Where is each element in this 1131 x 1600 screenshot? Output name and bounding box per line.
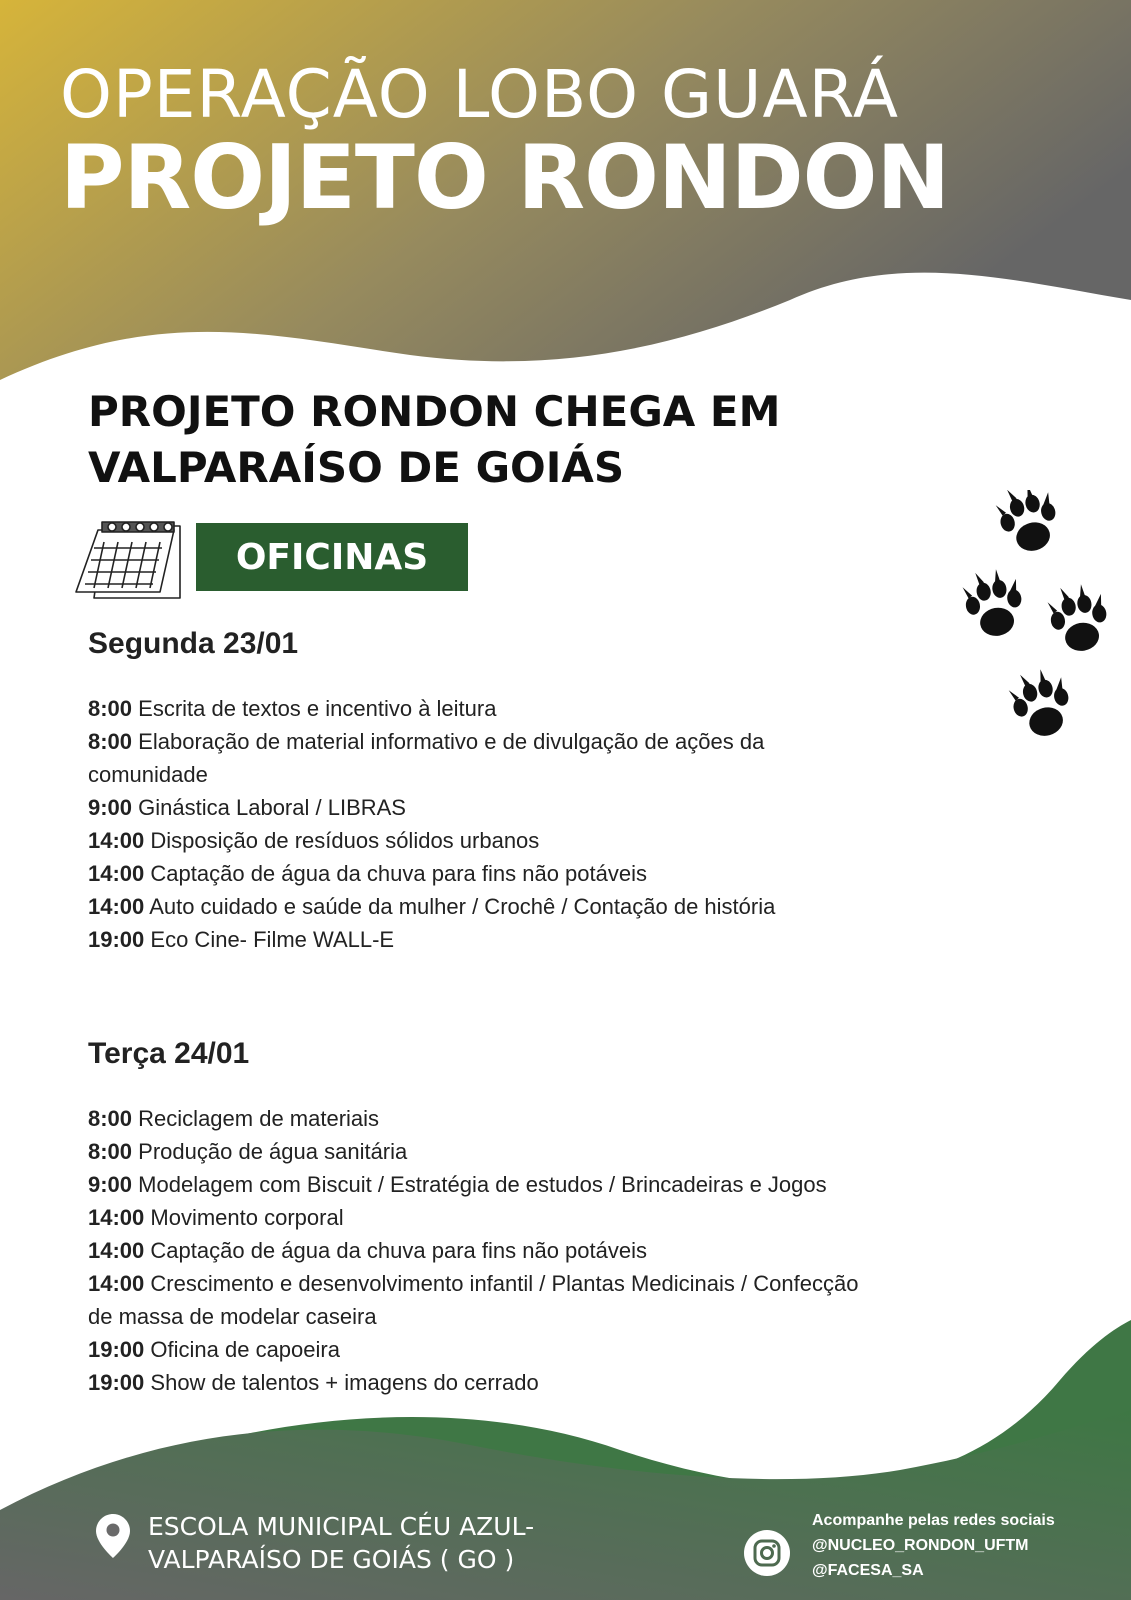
address [148,1510,668,1576]
event-item [88,791,868,824]
event-description: Modelagem com Biscuit / Estratégia de estudos / Brincadeiras e Jogos [138,1172,827,1197]
event-description: Reciclagem de materiais [138,1106,380,1131]
workshops-badge-label: OFICINAS [235,536,429,578]
event-item [88,1168,868,1201]
event-time: 8:00 [88,696,133,721]
event-description: Captação de água da chuva para fins não potáveis [150,861,647,886]
event-time: 19:00 [88,1337,145,1362]
address-line2: VALPARAÍSO DE GOIÁS ( GO ) [148,1545,515,1574]
event-item [88,692,868,725]
event-description: Ginástica Laboral / LIBRAS [138,795,406,820]
event-description: Movimento corporal [150,1205,344,1230]
event-description: Show de talentos + imagens do cerrado [150,1370,539,1395]
event-item [88,1102,868,1135]
event-description: Escrita de textos e incentivo à leitura [138,696,497,721]
event-time: 14:00 [88,1205,145,1230]
event-description: Elaboração de material informativo e de divulgação de ações da comunidade [88,729,765,787]
event-time: 14:00 [88,894,145,919]
event-time: 14:00 [88,1238,145,1263]
address-line1: ESCOLA MUNICIPAL CÉU AZUL- [148,1512,535,1541]
social-title: Acompanhe pelas redes sociais [812,1512,1055,1529]
event-item [88,1234,868,1267]
event-time: 14:00 [88,828,145,853]
social-handle: @NUCLEO_RONDON_UFTM [812,1537,1029,1554]
event-item [88,857,868,890]
paw-print-icon [993,490,1064,557]
title-operation: OPERAÇÃO LOBO GUARÁ [60,56,899,133]
event-time: 8:00 [88,1139,133,1164]
title-project: PROJETO RONDON [60,126,950,229]
event-description: Disposição de resíduos sólidos urbanos [150,828,540,853]
event-item [88,824,868,857]
event-time: 14:00 [88,1271,145,1296]
social-handle: @FACESA_SA [812,1562,924,1579]
event-time: 9:00 [88,795,133,820]
event-time: 19:00 [88,1370,145,1395]
event-time: 14:00 [88,861,145,886]
main-heading [88,384,848,496]
event-description: Eco Cine- Filme WALL-E [150,927,395,952]
calendar-icon [74,520,184,600]
event-item [88,725,868,791]
main-heading-line1: PROJETO RONDON CHEGA EM [88,387,781,436]
schedule-day [88,624,868,956]
paw-prints [955,490,1125,760]
event-item [88,923,868,956]
day-title: Segunda 23/01 [88,627,299,660]
event-description: Produção de água sanitária [138,1139,408,1164]
event-description: Oficina de capoeira [150,1337,340,1362]
day-title: Terça 24/01 [88,1037,250,1070]
social-media [812,1508,1122,1583]
event-time: 8:00 [88,1106,133,1131]
event-time: 8:00 [88,729,133,754]
paw-print-icon [1006,664,1077,742]
instagram-icon [744,1530,790,1576]
event-item [88,1201,868,1234]
workshops-badge [196,523,468,591]
paw-print-icon [1045,581,1112,656]
main-heading-line2: VALPARAÍSO DE GOIÁS [88,443,625,492]
paw-print-icon [960,566,1027,641]
location-pin-icon [96,1514,130,1558]
event-time: 19:00 [88,927,145,952]
event-description: Auto cuidado e saúde da mulher / Crochê / Contação de história [149,894,776,919]
event-description: Captação de água da chuva para fins não potáveis [150,1238,647,1263]
event-item [88,1135,868,1168]
event-description: Crescimento e desenvolvimento infantil / Plantas Medicinais / Confecção de massa de modelar caseira [88,1271,859,1329]
event-time: 9:00 [88,1172,133,1197]
event-item [88,890,868,923]
event-list [88,692,868,956]
